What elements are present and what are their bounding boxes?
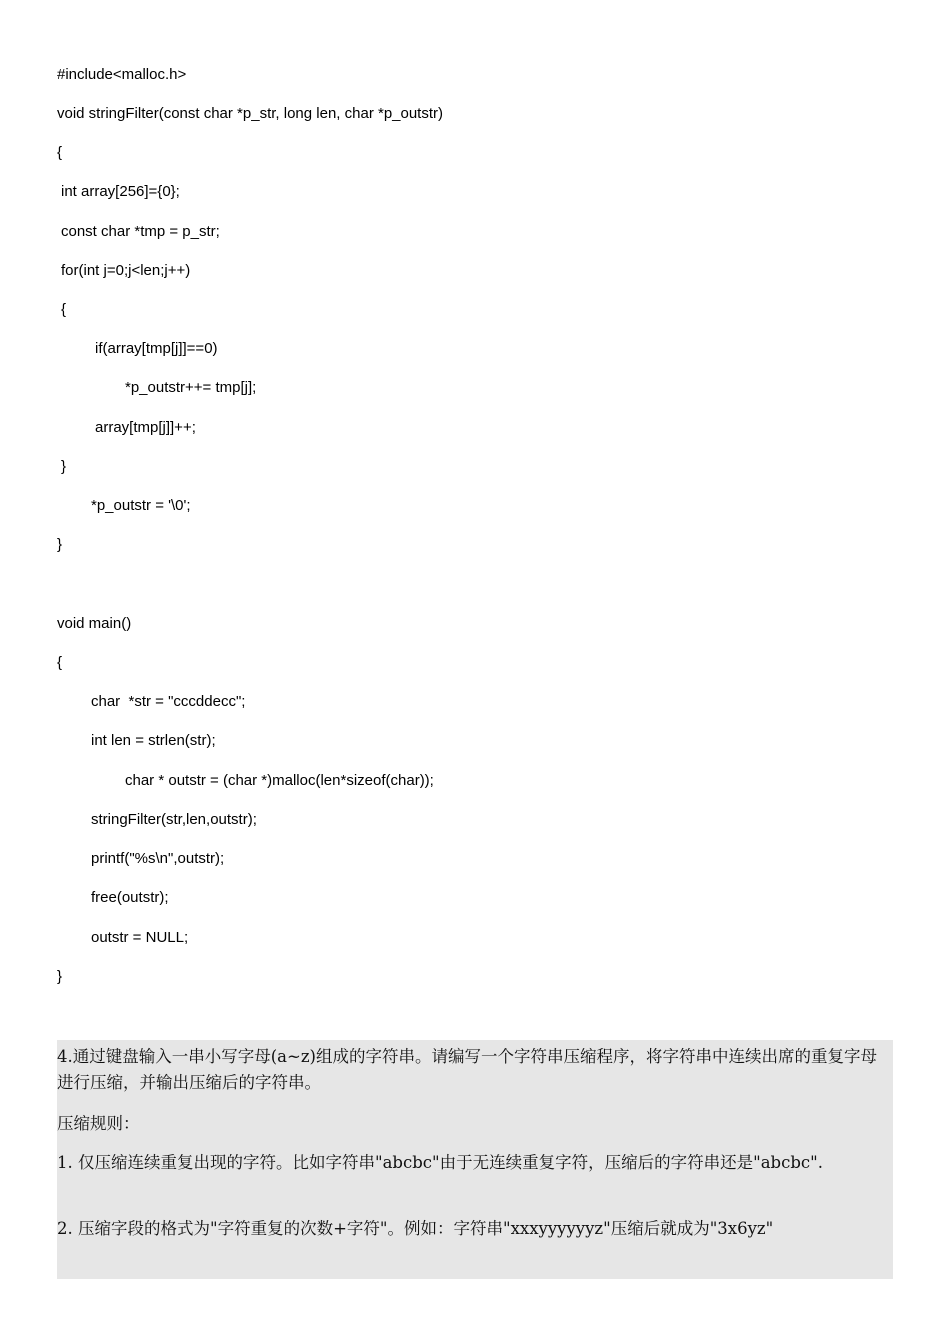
code-line: void main()	[57, 615, 132, 632]
code-line: *p_outstr++= tmp[j];	[125, 379, 257, 396]
code-line: stringFilter(str,len,outstr);	[91, 811, 257, 828]
rule-2: 2. 压缩字段的格式为"字符重复的次数+字符"。例如：字符串"xxxyyyyyyz"压缩后就成为"3x6yz"	[57, 1219, 774, 1238]
code-line: #include<malloc.h>	[57, 66, 187, 83]
code-line: {	[57, 654, 63, 671]
code-line: free(outstr);	[91, 889, 169, 906]
problem-intro: 4.通过键盘输入一串小写字母(a~z)组成的字符串。请编写一个字符串压缩程序，将字符串中连续出席的重复字母进行压缩，并输出压缩后的字符串。	[57, 1047, 877, 1092]
code-line: char *str = "cccddecc";	[91, 693, 246, 710]
code-line: if(array[tmp[j]]==0)	[95, 340, 218, 357]
code-line: int array[256]={0};	[61, 183, 180, 200]
code-line: char * outstr = (char *)malloc(len*sizeof(char));	[125, 772, 434, 789]
code-line: void stringFilter(const char *p_str, long len, char *p_outstr)	[57, 105, 444, 122]
rules-title: 压缩规则：	[57, 1114, 140, 1133]
code-line: }	[61, 458, 67, 475]
code-line: }	[57, 968, 63, 985]
code-line: printf("%s\n",outstr);	[91, 850, 225, 867]
code-line: array[tmp[j]]++;	[95, 419, 196, 436]
code-line: {	[57, 144, 63, 161]
code-line: {	[61, 301, 67, 318]
code-line: int len = strlen(str);	[91, 732, 216, 749]
code-line: *p_outstr = '\0';	[91, 497, 191, 514]
code-line: const char *tmp = p_str;	[61, 223, 220, 240]
code-line: outstr = NULL;	[91, 929, 189, 946]
code-line: for(int j=0;j<len;j++)	[61, 262, 191, 279]
rule-1: 1. 仅压缩连续重复出现的字符。比如字符串"abcbc"由于无连续重复字符，压缩后的字符串还是"abcbc".	[57, 1153, 823, 1172]
code-line: }	[57, 536, 63, 553]
